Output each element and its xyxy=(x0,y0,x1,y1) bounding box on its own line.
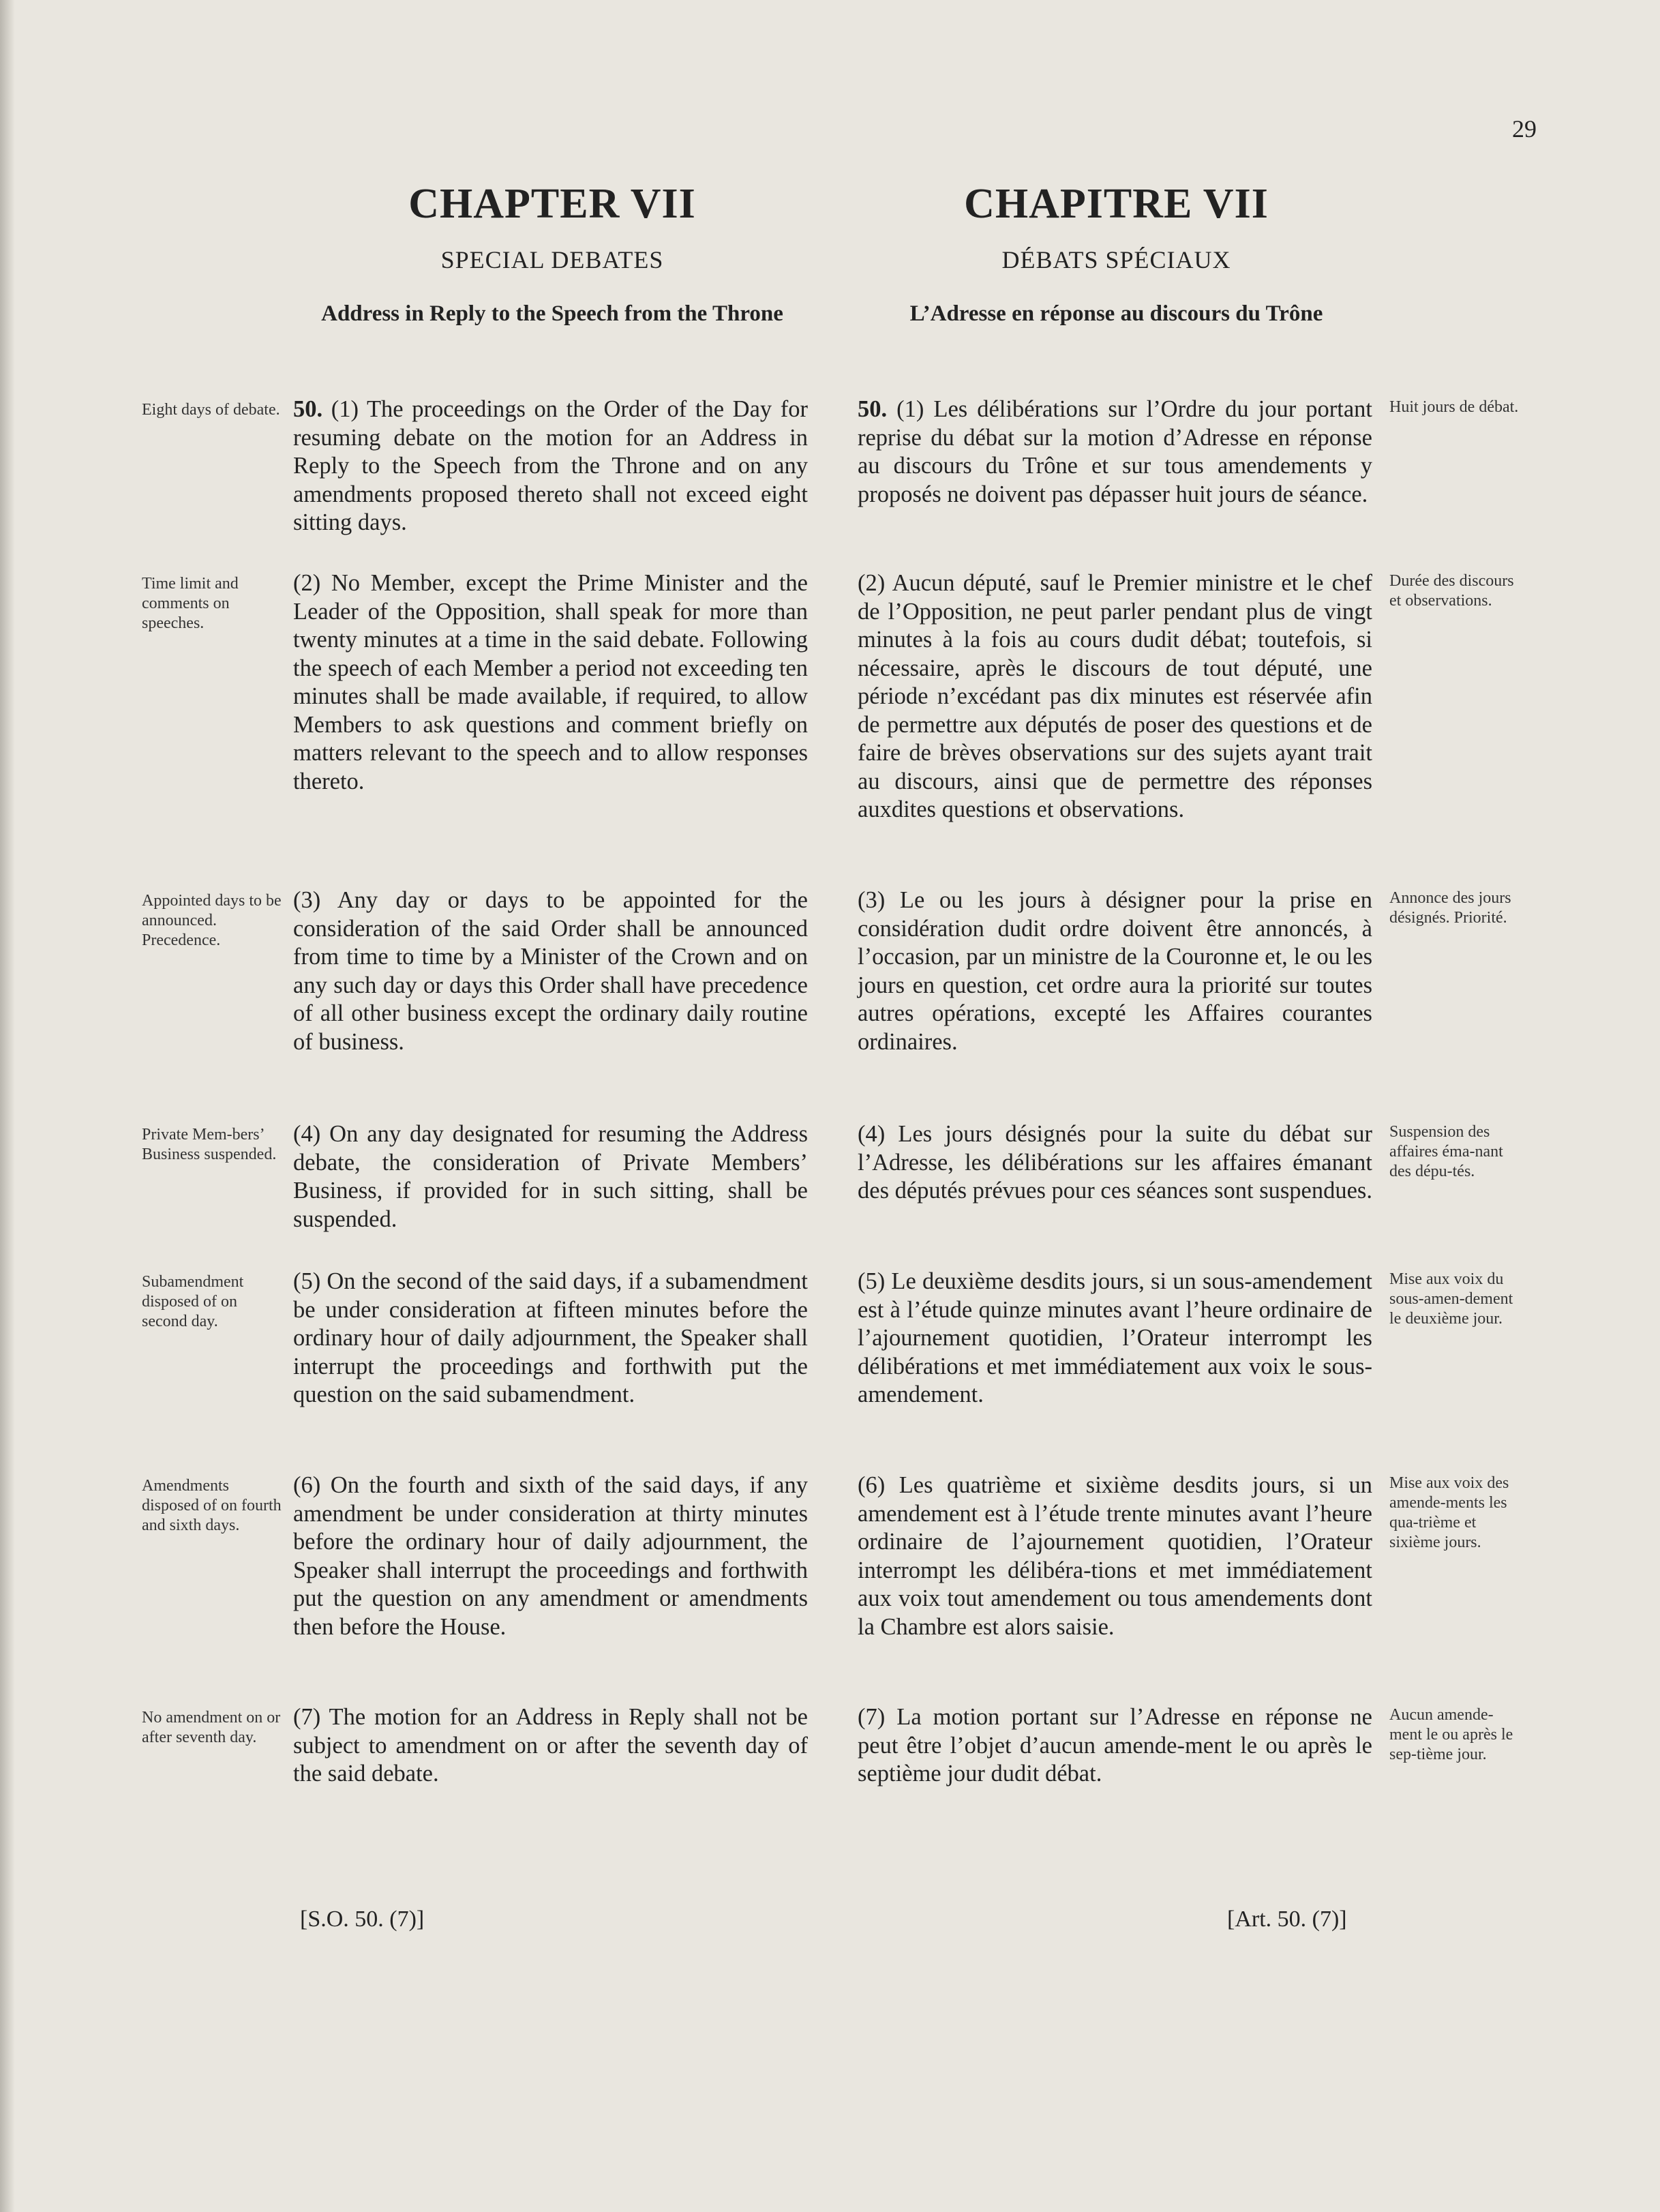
margin-note-fr-4: Suspension des affaires éma-nant des dépu-tés. xyxy=(1389,1123,1503,1180)
margin-note-fr-2: Durée des discours et observations. xyxy=(1389,572,1514,610)
footer-reference-en: [S.O. 50. (7)] xyxy=(300,1907,425,1932)
paragraph-fr-3: (3) Le ou les jours à désigner pour la prise en considération dudit ordre doivent être annoncés, à l’occasion, par un ministre de la Couronne et, le ou les jours en question, cet ordre aura la priorité sur toutes autres opérations, excepté les Affaires courantes ordinaires. xyxy=(858,887,1372,1055)
paragraph-fr-7: (7) La motion portant sur l’Adresse en réponse ne peut être l’objet d’aucun amende-ment le ou après le septième jour dudit débat. xyxy=(858,1704,1372,1787)
chapter-subtitle-fr: DÉBATS SPÉCIAUX xyxy=(1001,246,1231,273)
page-number: 29 xyxy=(1512,115,1537,143)
paragraph-fr-1 xyxy=(858,395,1372,509)
chapter-title-en: CHAPTER VII xyxy=(408,181,696,227)
section-title-en: Address in Reply to the Speech from the Throne xyxy=(321,301,783,326)
margin-note-fr-7: Aucun amende-ment le ou après le sep-tième jour. xyxy=(1389,1706,1513,1763)
section-number-en: 50. xyxy=(293,396,323,422)
footer-reference-fr: [Art. 50. (7)] xyxy=(1227,1907,1347,1932)
margin-note-fr-5: Mise aux voix du sous-amen-dement le deuxième jour. xyxy=(1389,1270,1513,1328)
margin-note-en-6: Amendments disposed of on fourth and sixth days. xyxy=(142,1477,282,1534)
margin-note-en-1: Eight days of debate. xyxy=(142,401,280,419)
margin-note-en-2: Time limit and comments on speeches. xyxy=(142,575,239,632)
paragraph-text-fr-1: (1) Les délibérations sur l’Ordre du jour portant reprise du débat sur la motion d’Adresse en réponse au discours du Trône et sur tous amendements y proposés ne doivent pas dépasser huit jours de séance. xyxy=(858,396,1372,507)
margin-note-en-5: Subamendment disposed of on second day. xyxy=(142,1273,244,1330)
chapter-subtitle-en: SPECIAL DEBATES xyxy=(440,246,664,273)
paragraph-en-1 xyxy=(293,395,808,537)
margin-note-en-7: No amendment on or after seventh day. xyxy=(142,1709,281,1746)
paragraph-en-3: (3) Any day or days to be appointed for the consideration of the said Order shall be announced from time to time by a Minister of the Crown and on any such day or days this Order shall have precedence of all other business except the ordinary daily routine of business. xyxy=(293,887,808,1055)
paragraph-fr-2: (2) Aucun député, sauf le Premier ministre et le chef de l’Opposition, ne peut parler pendant plus de vingt minutes à la fois au cours dudit débat; toutefois, si nécessaire, après le discours de tout député, une période n’excédant pas dix minutes est réservée afin de permettre aux députés de poser des questions et de faire de brèves observations sur des sujets ayant trait au discours, ainsi que de permettre des réponses auxdites questions et observations. xyxy=(858,570,1372,822)
paragraph-text-en-1: (1) The proceedings on the Order of the Day for resuming debate on the motion for an Address in Reply to the Speech from the Throne and on any amendments proposed thereto shall not exceed eight sitting days. xyxy=(293,396,808,535)
english-header xyxy=(286,183,818,327)
paragraph-fr-6: (6) Les quatrième et sixième desdits jours, si un amendement est à l’étude trente minutes avant l’heure ordinaire de l’ajournement quotidien, l’Orateur interrompt les délibéra-tions et met immédiatement aux voix tout amendement ou tous amendements dont la Chambre est alors saisie. xyxy=(858,1472,1372,1640)
chapter-title-fr: CHAPITRE VII xyxy=(964,181,1269,227)
paragraph-en-2: (2) No Member, except the Prime Minister and the Leader of the Opposition, shall speak for more than twenty minutes at a time in the said debate. Following the speech of each Member a period not exceeding ten minutes shall be made available, if required, to allow Members to ask questions and comment briefly on matters relevant to the speech and to allow responses thereto. xyxy=(293,570,808,794)
paragraph-en-4: (4) On any day designated for resuming the Address debate, the consideration of Private Members’ Business, if provided for in such sitting, shall be suspended. xyxy=(293,1121,808,1232)
section-number-fr: 50. xyxy=(858,396,888,422)
paragraph-en-5: (5) On the second of the said days, if a subamendment be under consideration at fifteen minutes before the ordinary hour of daily adjournment, the Speaker shall interrupt the proceedings and forthwith put the question on the said subamendment. xyxy=(293,1268,808,1407)
margin-note-fr-3: Annonce des jours désignés. Priorité. xyxy=(1389,889,1511,927)
book-spine-shadow xyxy=(0,0,15,2212)
margin-note-fr-1: Huit jours de débat. xyxy=(1389,398,1519,416)
paragraph-fr-4: (4) Les jours désignés pour la suite du débat sur l’Adresse, les délibérations sur les affaires émanant des députés prévues pour ces séances sont suspendues. xyxy=(858,1121,1372,1204)
french-header xyxy=(856,183,1377,327)
paragraph-en-6: (6) On the fourth and sixth of the said days, if any amendment be under consideration at thirty minutes before the ordinary hour of daily adjournment, the Speaker shall interrupt the proceedings and forthwith put the question on any amendment or amendments then before the House. xyxy=(293,1472,808,1640)
paragraph-en-7: (7) The motion for an Address in Reply shall not be subject to amendment on or after the seventh day of the said debate. xyxy=(293,1704,808,1787)
margin-note-en-4: Private Mem-bers’ Business suspended. xyxy=(142,1126,277,1163)
paragraph-fr-5: (5) Le deuxième desdits jours, si un sous-amendement est à l’étude quinze minutes avant l’heure ordinaire de l’ajournement quotidien, l’Orateur interrompt les délibérations et met immédiatement aux voix le sous-amendement. xyxy=(858,1268,1372,1407)
margin-note-fr-6: Mise aux voix des amende-ments les qua-trième et sixième jours. xyxy=(1389,1474,1509,1551)
margin-note-en-3: Appointed days to be announced. Precedence. xyxy=(142,892,282,949)
section-title-fr: L’Adresse en réponse au discours du Trône xyxy=(909,301,1323,326)
